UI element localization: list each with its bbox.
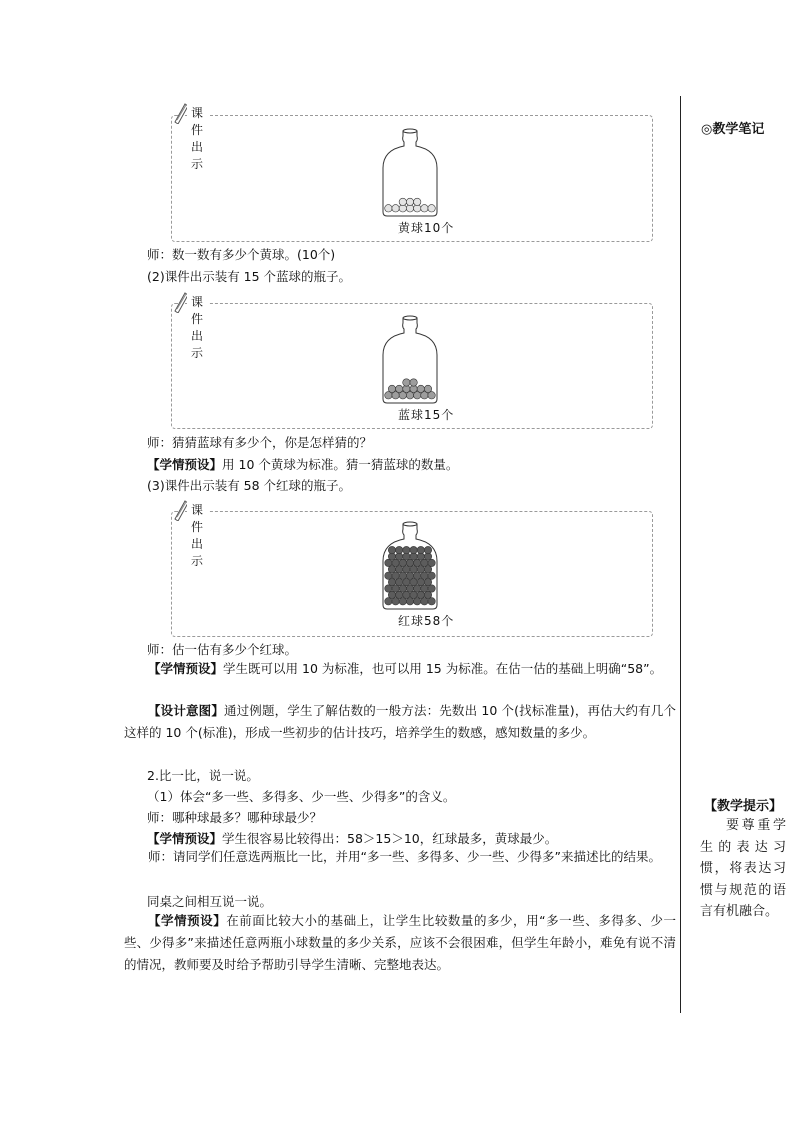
ball	[424, 385, 431, 392]
jar-mouth	[403, 316, 417, 320]
text-line	[147, 455, 458, 473]
jar-blue	[380, 313, 440, 405]
ball	[417, 385, 424, 392]
tip-title: 【教学提示】	[704, 799, 783, 814]
tag: 【学情预设】	[148, 913, 227, 928]
text-line: 师：数一数有多少个黄球。(10个)	[147, 247, 336, 262]
ball	[396, 385, 403, 392]
jar-mouth	[403, 522, 417, 526]
ball	[417, 546, 424, 553]
tag-text: 学生既可以用 10 为标准，也可以用 15 为标准。在估一估的基础上明确“58”。	[223, 661, 663, 676]
margin-divider	[680, 96, 681, 1013]
tag: 【学情预设】	[147, 831, 223, 846]
tip-text: 要尊重学生的表达习惯，将表达习惯与规范的语言有机融合。	[700, 818, 786, 919]
ball	[392, 205, 399, 212]
tag-text: 学生很容易比较得出：58＞15＞10，红球最多，黄球最少。	[222, 831, 558, 846]
ball	[410, 379, 417, 386]
ball	[410, 546, 417, 553]
ball	[424, 546, 431, 553]
paragraph	[124, 910, 676, 976]
text-line: 2.比一比，说一说。	[147, 768, 259, 783]
ball	[399, 198, 406, 205]
text-line: 师：哪种球最多？哪种球最少？	[147, 810, 323, 825]
ball	[403, 379, 410, 386]
panel-label: 课件出示	[187, 104, 209, 172]
paragraph	[124, 658, 676, 680]
panel-label: 课件出示	[187, 293, 209, 361]
tag: 【学情预设】	[148, 661, 224, 676]
text-line: 同桌之间相互说一说。	[147, 894, 273, 909]
ball	[421, 205, 428, 212]
jar-red	[380, 519, 440, 611]
ball	[388, 385, 395, 392]
ball	[406, 198, 413, 205]
text-line: (3)课件出示装有 58 个红球的瓶子。	[147, 478, 352, 493]
jar-caption-yellow: 黄球10个	[398, 221, 455, 235]
text-line: (2)课件出示装有 15 个蓝球的瓶子。	[147, 269, 352, 284]
jar-yellow	[380, 126, 440, 218]
ball	[414, 198, 421, 205]
text-line: 师：猜猜蓝球有多少个，你是怎样猜的？	[147, 435, 373, 450]
jar-caption-red: 红球58个	[398, 614, 455, 628]
text-line: 师：估一估有多少个红球。	[147, 642, 298, 657]
tag: 【学情预设】	[147, 457, 223, 472]
notes-title: ◎教学笔记	[701, 122, 765, 137]
ball	[396, 546, 403, 553]
tag-text: 在前面比较大小的基础上，让学生比较数量的多少，用“多一些、多得多、少一些、少得多”来描述任意两瓶小球数量的多少关系，应该不会很困难，但学生年龄小，难免有说不清的情况，教师要及时给予帮助引导学生清晰、完整地表达。	[124, 913, 676, 972]
ball	[385, 205, 392, 212]
ball	[403, 546, 410, 553]
text-line	[147, 829, 557, 847]
paragraph	[124, 700, 676, 744]
tag: 【设计意图】	[148, 703, 224, 718]
panel-label: 课件出示	[187, 501, 209, 569]
paragraph: 师：请同学们任意选两瓶比一比，并用“多一些、多得多、少一些、少得多”来描述比的结果。	[148, 849, 661, 864]
ball	[388, 546, 395, 553]
tag-text: 用 10 个黄球为标准。猜一猜蓝球的数量。	[222, 457, 459, 472]
text-line: （1）体会“多一些、多得多、少一些、少得多”的含义。	[147, 789, 456, 804]
ball	[428, 205, 435, 212]
jar-caption-blue: 蓝球15个	[398, 408, 455, 422]
jar-mouth	[403, 129, 417, 133]
tag-text: 通过例题，学生了解估数的一般方法：先数出 10 个(找标准量)，再估大约有几个这样的 10 个(标准)，形成一些初步的估计技巧，培养学生的数感，感知数量的多少。	[124, 703, 676, 740]
